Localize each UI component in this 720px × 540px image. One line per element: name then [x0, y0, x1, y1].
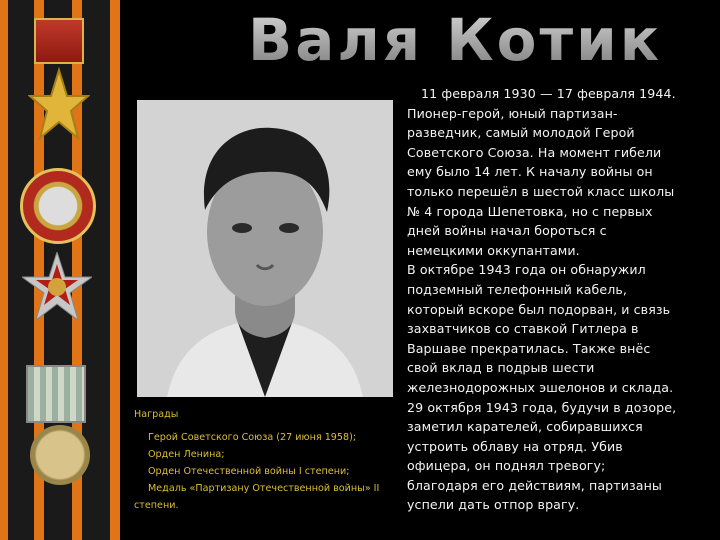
bio-line: железнодорожных эшелонов и склада.: [407, 379, 674, 395]
bio-line: успели дать отпор врагу.: [407, 497, 580, 513]
award-item: степени.: [134, 500, 179, 511]
partisan-medal-ribbon: [26, 365, 86, 423]
bio-line: свой вклад в подрыв шести: [407, 360, 595, 376]
bio-line: немецкими оккупантами.: [407, 242, 580, 258]
bio-line: устроить облаву на отряд. Убив: [407, 438, 623, 454]
order-patriotic-war-icon: [22, 252, 92, 322]
awards-list: [134, 406, 406, 514]
bio-line: благодаря его действиям, партизаны: [407, 477, 662, 493]
hero-medal-ribbon-bar: [34, 18, 84, 64]
bio-line: В октябре 1943 года он обнаружил: [407, 262, 646, 278]
bio-line: Советского Союза. На момент гибели: [407, 144, 662, 160]
portrait-photo: [137, 100, 393, 397]
award-item: Медаль «Партизану Отечественной войны» II: [148, 483, 380, 494]
biography-text: [407, 84, 699, 515]
award-item: Орден Ленина;: [148, 449, 225, 460]
partisan-medal-icon: [30, 425, 90, 485]
bio-line: который вскоре был подорван, и связь: [407, 301, 671, 317]
bio-line: разведчик, самый молодой Герой: [407, 125, 635, 141]
bio-line: 29 октября 1943 года, будучи в дозоре,: [407, 399, 677, 415]
bio-line: офицера, он поднял тревогу;: [407, 458, 606, 474]
bio-line: подземный телефонный кабель,: [407, 281, 628, 297]
bio-line: заметил карателей, собиравшихся: [407, 419, 643, 435]
bio-line: 11 февраля 1930 — 17 февраля 1944.: [421, 86, 676, 101]
award-item: Орден Отечественной войны I степени;: [148, 466, 350, 477]
bio-line: только перешёл в шестой класс школы: [407, 183, 675, 199]
bio-line: Варшаве прекратилась. Также внёс: [407, 340, 651, 356]
bio-line: захватчиков со ставкой Гитлера в: [407, 321, 639, 337]
order-of-lenin-icon: [20, 168, 96, 244]
awards-heading: Награды: [134, 409, 179, 420]
bio-line: № 4 города Шепетовка, но с первых: [407, 203, 653, 219]
bio-line: дней войны начал бороться с: [407, 223, 607, 239]
st-george-ribbon: [0, 0, 120, 540]
award-item: Герой Советского Союза (27 июня 1958);: [148, 432, 357, 443]
page-title: Валя Котик: [248, 6, 663, 74]
bio-line: ему было 14 лет. К началу войны он: [407, 164, 653, 180]
bio-line: Пионер-герой, юный партизан-: [407, 105, 618, 121]
gold-star-icon: [28, 66, 90, 146]
